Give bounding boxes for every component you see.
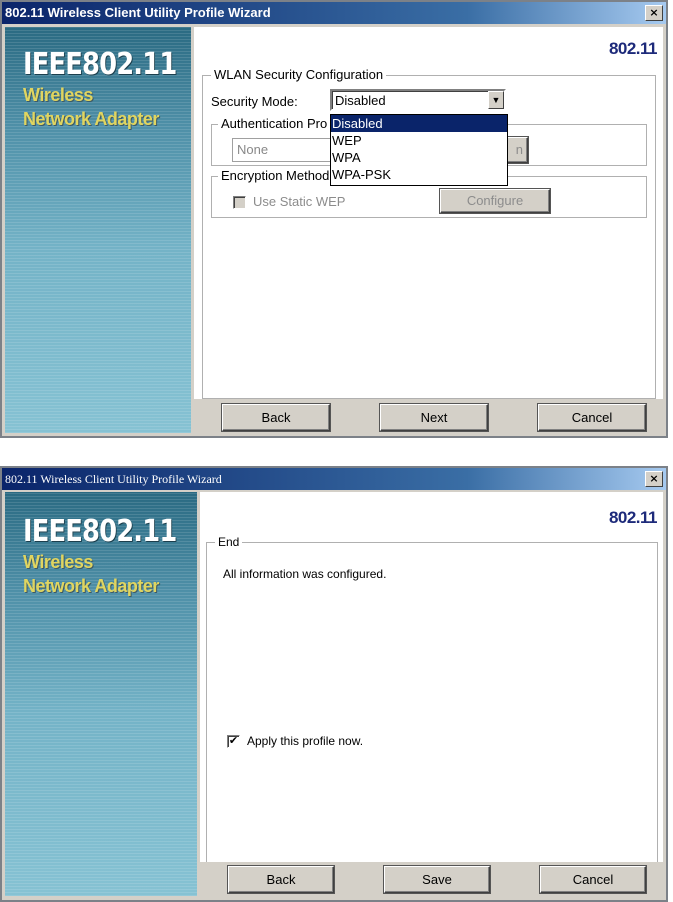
next-button[interactable]: Next: [380, 404, 488, 431]
option-disabled[interactable]: Disabled: [331, 115, 507, 132]
option-wep[interactable]: WEP: [332, 133, 362, 148]
apply-profile-checkbox[interactable]: [227, 735, 240, 748]
static-wep-label: Use Static WEP: [253, 194, 346, 209]
security-mode-value: Disabled: [335, 93, 386, 108]
cancel-button[interactable]: Cancel: [538, 404, 646, 431]
button-bar: [200, 862, 663, 896]
security-mode-select[interactable]: [330, 89, 506, 111]
banner-line2: Network Adapter: [23, 576, 159, 596]
checkmark-icon: ✔: [228, 735, 239, 747]
close-icon: ×: [649, 6, 659, 19]
window-title: 802.11 Wireless Client Utility Profile Wizard: [5, 5, 271, 20]
end-group: [206, 535, 658, 864]
content-panel: [200, 492, 663, 896]
banner-title: IEEE802.11: [23, 514, 177, 549]
save-button[interactable]: Save: [384, 866, 490, 893]
cancel-button[interactable]: Cancel: [540, 866, 646, 893]
wizard-window-security: [0, 0, 668, 438]
wizard-window-end: [0, 466, 668, 902]
banner-panel: [5, 27, 191, 433]
option-wpa-psk[interactable]: WPA-PSK: [332, 167, 391, 182]
encryption-group-label: Encryption Method: [218, 168, 332, 184]
banner-line1: Wireless: [23, 85, 93, 105]
button-bar: [194, 399, 663, 433]
configured-message: All information was configured.: [223, 567, 387, 581]
brand-logo: 802.11: [608, 39, 657, 58]
banner-line1: Wireless: [23, 552, 93, 572]
banner-panel: [5, 492, 197, 896]
authentication-group-label: Authentication Pro: [218, 116, 330, 132]
content-panel: [194, 27, 663, 433]
back-button[interactable]: Back: [222, 404, 330, 431]
chevron-down-icon: ▼: [491, 95, 501, 105]
end-group-label: End: [215, 534, 242, 550]
close-icon: ×: [649, 472, 659, 485]
security-mode-label: Security Mode:: [211, 94, 298, 109]
close-button[interactable]: [645, 471, 663, 487]
back-button[interactable]: Back: [228, 866, 334, 893]
option-wpa[interactable]: WPA: [332, 150, 361, 165]
title-bar[interactable]: [2, 468, 666, 490]
configure-button[interactable]: Configure: [440, 189, 550, 213]
window-title: 802.11 Wireless Client Utility Profile Wizard: [5, 472, 222, 486]
dropdown-arrow-button[interactable]: [488, 91, 504, 109]
wlan-security-group-label: WLAN Security Configuration: [211, 67, 386, 83]
title-bar[interactable]: [2, 2, 666, 24]
apply-profile-label: Apply this profile now.: [247, 734, 364, 748]
static-wep-checkbox[interactable]: [233, 196, 246, 209]
brand-logo: 802.11: [608, 508, 657, 527]
authentication-field[interactable]: None: [232, 138, 332, 162]
security-mode-dropdown: [330, 114, 508, 186]
close-button[interactable]: [645, 5, 663, 21]
banner-title: IEEE802.11: [23, 47, 177, 82]
authentication-configure-button[interactable]: n: [492, 137, 528, 163]
banner-line2: Network Adapter: [23, 109, 159, 129]
